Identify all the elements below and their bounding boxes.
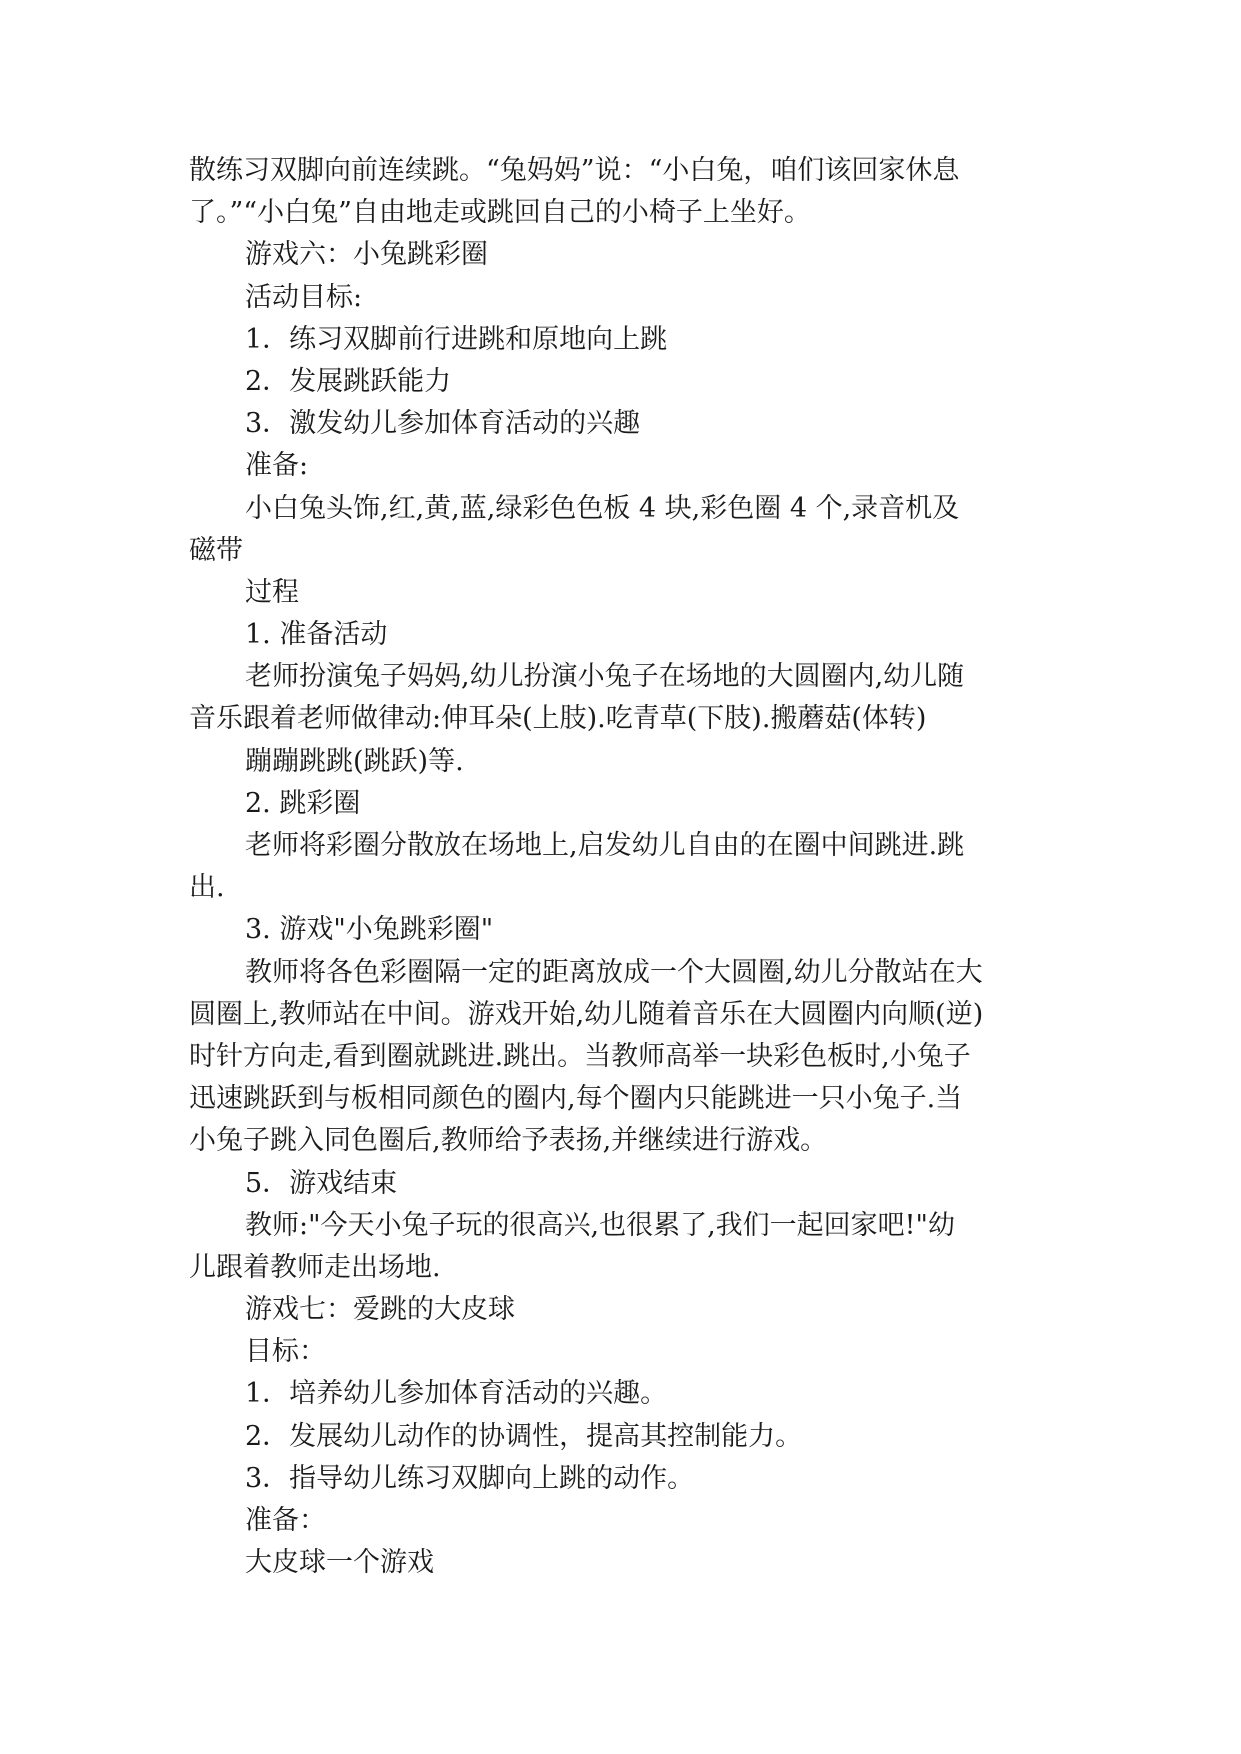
text-line: 儿跟着教师走出场地.	[189, 1251, 441, 1283]
text-line: 活动目标:	[245, 281, 363, 313]
text-line: 教师:"今天小兔子玩的很高兴,也很累了,我们一起回家吧!"幼	[245, 1209, 955, 1241]
text-line: 音乐跟着老师做律动:伸耳朵(上肢).吃青草(下肢).搬蘑菇(体转)	[189, 703, 927, 735]
text-line: 3．指导幼儿练习双脚向上跳的动作。	[245, 1462, 695, 1494]
text-line: 老师将彩圈分散放在场地上,启发幼儿自由的在圈中间跳进.跳	[245, 830, 965, 861]
text-line: 1．练习双脚前行进跳和原地向上跳	[245, 323, 668, 355]
text-line: 过程	[245, 576, 299, 608]
text-line: 1. 准备活动	[245, 619, 388, 651]
text-line: 3．激发幼儿参加体育活动的兴趣	[245, 408, 641, 440]
text-line: 老师扮演兔子妈妈,幼儿扮演小兔子在场地的大圆圈内,幼儿随	[245, 661, 965, 693]
text-line: 2．发展跳跃能力	[245, 365, 452, 397]
text-line: 磁带	[189, 534, 243, 566]
text-line: 2．发展幼儿动作的协调性，提高其控制能力。	[245, 1420, 803, 1452]
text-line: 1．培养幼儿参加体育活动的兴趣。	[245, 1378, 668, 1410]
text-line: 圆圈上,教师站在中间。游戏开始,幼儿随着音乐在大圆圈内向顺(逆)	[189, 998, 984, 1030]
text-line: 5．游戏结束	[245, 1167, 398, 1199]
document-page	[189, 150, 1049, 1584]
text-line: 游戏七：爱跳的大皮球	[245, 1294, 515, 1326]
text-line: 2. 跳彩圈	[245, 787, 361, 819]
text-line: 时针方向走,看到圈就跳进.跳出。当教师高举一块彩色板时,小兔子	[189, 1040, 971, 1072]
text-line: 3. 游戏"小兔跳彩圈"	[245, 914, 494, 946]
text-line: 准备:	[245, 450, 309, 482]
text-line: 蹦蹦跳跳(跳跃)等.	[245, 745, 464, 777]
text-line: 小兔子跳入同色圈后,教师给予表扬,并继续进行游戏。	[189, 1125, 828, 1157]
text-line: 迅速跳跃到与板相同颜色的圈内,每个圈内只能跳进一只小兔子.当	[189, 1083, 963, 1115]
text-line: 出.	[189, 872, 225, 904]
text-line: 准备：	[245, 1505, 326, 1536]
text-line: 了。”“小白兔”自由地走或跳回自己的小椅子上坐好。	[189, 197, 811, 229]
text-line: 散练习双脚向前连续跳。“兔妈妈”说：“小白兔，咱们该回家休息	[189, 155, 960, 186]
text-line: 小白兔头饰,红,黄,蓝,绿彩色色板 4 块,彩色圈 4 个,录音机及	[245, 492, 960, 524]
text-line: 游戏六：小兔跳彩圈	[245, 239, 488, 271]
text-line: 目标：	[245, 1336, 326, 1368]
text-line: 教师将各色彩圈隔一定的距离放成一个大圆圈,幼儿分散站在大	[245, 956, 983, 988]
text-line: 大皮球一个游戏	[245, 1547, 434, 1579]
